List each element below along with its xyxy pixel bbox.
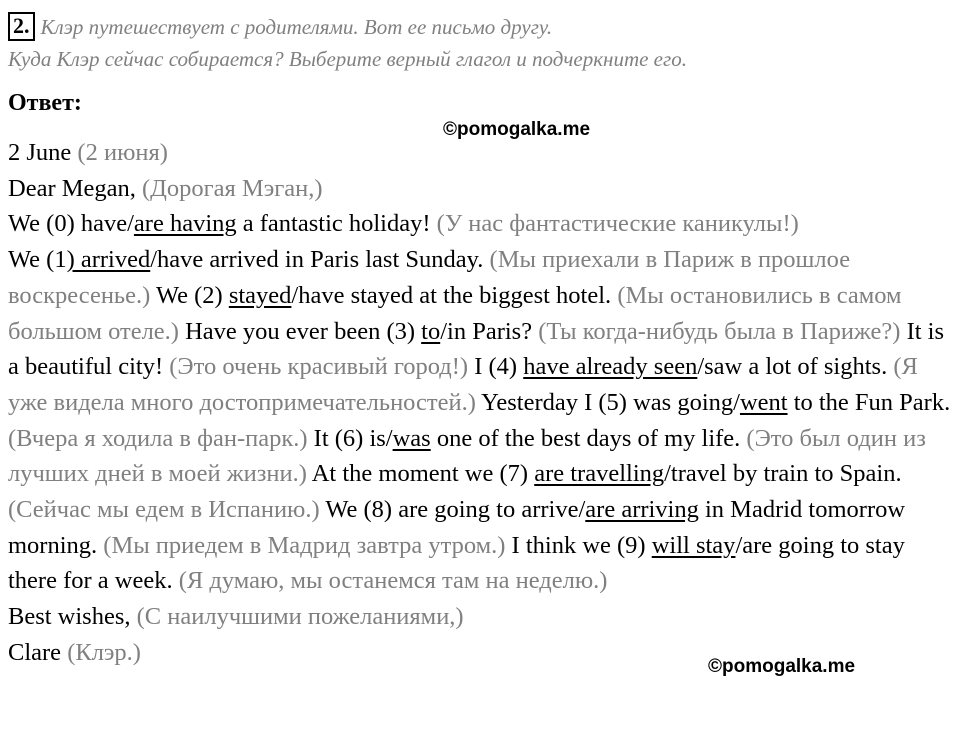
letter-closing-translation: (С наилучшими пожеланиями,)	[136, 603, 464, 631]
underlined-answer-8: are arriving	[585, 496, 699, 524]
sentence-2-translation: (Мы остановились в самом большом отеле.)	[8, 281, 902, 345]
sentence-5: Yesterday I (5) was going/went to the Fun Park.	[481, 388, 951, 416]
underlined-answer-7: are travelling	[534, 460, 665, 488]
underlined-answer-0: are having	[133, 210, 237, 238]
task-number: 2.	[8, 12, 35, 41]
sentence-1-translation: (Мы приехали в Париж в прошлое воскресенье.)	[8, 246, 851, 309]
underlined-answer-9: will stay	[651, 531, 736, 559]
letter-date-translation: (2 июня)	[77, 139, 168, 166]
sentence-5-translation: (Вчера я ходила в фан-парк.)	[8, 424, 308, 452]
sentence-3: Have you ever been (3) to/in Paris?	[185, 317, 533, 345]
sentence-1: We (1) arrived/have arrived in Paris last Sunday.	[8, 246, 484, 274]
letter-greeting-translation: (Дорогая Мэган,)	[142, 174, 323, 202]
watermark: ©pomogalka.me	[708, 656, 856, 677]
sentence-6: It (6) is/was one of the best days of my life.	[313, 424, 741, 452]
letter-date: 2 June	[8, 139, 72, 166]
letter-greeting: Dear Megan,	[8, 174, 136, 202]
sentence-3-translation: (Ты когда-нибудь была в Париже?)	[538, 317, 901, 345]
letter-signature-translation: (Клэр.)	[67, 638, 141, 666]
answer-label: Ответ:	[8, 90, 82, 116]
letter-signature: Clare	[8, 638, 62, 666]
underlined-answer-4: have already seen	[523, 353, 698, 381]
letter-closing: Best wishes,	[8, 603, 131, 631]
sentence-4: I (4) have already seen/saw a lot of sights.	[474, 353, 888, 381]
sentence-2: We (2) stayed/have stayed at the biggest hotel.	[155, 281, 612, 309]
task-line-2: Куда Клэр сейчас собирается? Выберите верный глагол и подчеркните его.	[8, 47, 687, 71]
watermark: ©pomogalka.me	[443, 119, 591, 140]
letter-body	[8, 135, 958, 671]
sentence-7-translation: (Сейчас мы едем в Испанию.)	[8, 496, 320, 524]
sentence-9: I think we (9) will stay/are going to stay there for a week.	[8, 531, 905, 595]
task-line-1: Клэр путешествует с родителями. Вот ее письмо другу.	[40, 15, 553, 39]
sentence-0-translation: (У нас фантастические каникулы!)	[436, 210, 799, 238]
sentence-7: At the moment we (7) are travelling/travel by train to Spain.	[311, 460, 902, 488]
underlined-answer-5: went	[739, 388, 788, 416]
underlined-answer-6: was	[392, 424, 431, 452]
sentence-4-translation: (Я уже видела много достопримечательностей.)	[8, 353, 918, 416]
sentence-city: It is a beautiful city!	[8, 317, 945, 381]
underlined-answer-1: ) arrived	[66, 246, 151, 274]
sentence-8: We (8) are going to arrive/are arriving in Madrid tomorrow morning.	[8, 496, 906, 559]
task-statement	[8, 11, 958, 75]
underlined-answer-3: to	[421, 317, 441, 345]
sentence-9-translation: (Я думаю, мы останемся там на неделю.)	[178, 567, 608, 595]
underlined-answer-2: stayed	[228, 281, 292, 309]
sentence-city-translation: (Это очень красивый город!)	[169, 353, 469, 381]
sentence-8-translation: (Мы приедем в Мадрид завтра утром.)	[103, 531, 506, 559]
sentence-6-translation: (Это был один из лучших дней в моей жизни.)	[8, 424, 926, 488]
sentence-0: We (0) have/are having a fantastic holiday!	[8, 210, 431, 238]
